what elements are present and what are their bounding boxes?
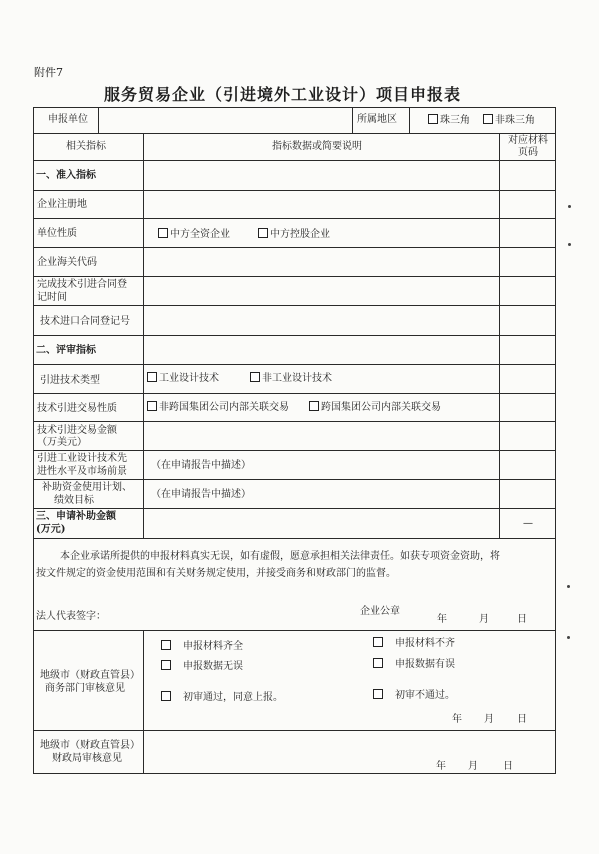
checkbox-icon <box>147 401 157 411</box>
tech-type-label: 引进技术类型 <box>40 375 100 386</box>
scan-speck <box>567 585 570 588</box>
option-data-correct[interactable]: 申报数据无误 <box>161 660 243 673</box>
option-non-related-trade[interactable]: 非跨国集团公司内部关联交易 <box>147 401 289 414</box>
seal-label: 企业公章 <box>360 606 400 617</box>
commit-year: 年 <box>437 614 447 625</box>
contract-reg-label-1: 完成技术引进合同登 <box>37 279 127 290</box>
scan-speck <box>567 636 570 639</box>
section1-heading: 一、准入指标 <box>36 170 96 181</box>
legal-rep-label: 法人代表签字： <box>36 611 106 622</box>
form-title: 服务贸易企业（引进境外工业设计）项目申报表 <box>104 85 462 104</box>
checkbox-icon <box>373 637 383 647</box>
checkbox-icon <box>161 640 171 650</box>
option-related-trade[interactable]: 跨国集团公司内部关联交易 <box>309 401 441 414</box>
commitment-line-1: 本企业承诺所提供的申报材料真实无误，如有虚假，愿意承担相关法律责任。如获专项资金资助，将 <box>60 551 500 562</box>
reg-place-label: 企业注册地 <box>37 199 87 210</box>
trade-amount-label-1: 技术引进交易金额 <box>37 425 117 436</box>
finance-year: 年 <box>436 761 446 772</box>
checkbox-icon <box>258 228 268 238</box>
finance-review-label-2: 财政局审核意见 <box>52 753 122 764</box>
col-header-page-1: 对应材料 <box>508 135 548 146</box>
option-wholly-owned[interactable]: 中方全资企业 <box>158 228 230 241</box>
checkbox-icon <box>250 372 260 382</box>
checkbox-icon <box>373 689 383 699</box>
checkbox-icon <box>158 228 168 238</box>
option-non-industrial-design[interactable]: 非工业设计技术 <box>250 372 332 385</box>
option-fail[interactable]: 初审不通过。 <box>373 689 455 702</box>
commerce-review-label-2: 商务部门审核意见 <box>45 683 125 694</box>
finance-review-label-1: 地级市（财政直管县） <box>40 740 140 751</box>
scan-speck <box>568 243 571 246</box>
level-label-1: 引进工业设计技术先 <box>37 453 127 464</box>
finance-day: 日 <box>503 761 513 772</box>
trade-nature-label: 技术引进交易性质 <box>37 403 117 414</box>
contract-reg-label-2: 记时间 <box>37 292 67 303</box>
option-materials-incomplete[interactable]: 申报材料不齐 <box>373 637 455 650</box>
trade-amount-label-2: （万美元） <box>37 437 87 448</box>
region-option-non-prd[interactable]: 非珠三角 <box>483 114 535 127</box>
checkbox-icon <box>483 114 493 124</box>
scan-speck <box>568 205 571 208</box>
option-data-error[interactable]: 申报数据有误 <box>373 658 455 671</box>
finance-month: 月 <box>468 761 478 772</box>
checkbox-icon <box>161 660 171 670</box>
commit-month: 月 <box>479 614 489 625</box>
section3-heading-2: (万元) <box>36 524 66 535</box>
commerce-day: 日 <box>517 714 527 725</box>
checkbox-icon <box>161 691 171 701</box>
commerce-year: 年 <box>452 714 462 725</box>
customs-code-label: 企业海关代码 <box>37 257 97 268</box>
checkbox-icon <box>373 658 383 668</box>
option-materials-complete[interactable]: 申报材料齐全 <box>161 640 243 653</box>
checkbox-icon <box>428 114 438 124</box>
plan-label-1: 补助资金使用计划、 <box>42 482 132 493</box>
attachment-label: 附件7 <box>34 66 63 79</box>
region-label: 所属地区 <box>357 114 397 125</box>
option-controlled[interactable]: 中方控股企业 <box>258 228 330 241</box>
unit-label: 申报单位 <box>48 114 88 125</box>
checkbox-icon <box>147 372 157 382</box>
plan-note: （在申请报告中描述） <box>151 489 251 500</box>
page-dash: — <box>523 518 533 529</box>
region-option-prd[interactable]: 珠三角 <box>428 114 470 127</box>
level-label-2: 进性水平及市场前景 <box>37 466 127 477</box>
option-industrial-design[interactable]: 工业设计技术 <box>147 372 219 385</box>
checkbox-icon <box>309 401 319 411</box>
section3-heading-1: 三、申请补助金额 <box>36 511 116 522</box>
plan-label-2: 绩效目标 <box>54 495 94 506</box>
col-header-page-2: 页码 <box>518 147 538 158</box>
col-header-indicator: 相关指标 <box>66 141 106 152</box>
option-pass[interactable]: 初审通过，同意上报。 <box>161 691 283 704</box>
commitment-line-2: 按文件规定的资金使用范围和有关财务规定使用，并接受商务和财政部门的监督。 <box>36 568 396 579</box>
commerce-review-label-1: 地级市（财政直管县） <box>40 670 140 681</box>
col-header-data: 指标数据或简要说明 <box>272 141 362 152</box>
section2-heading: 二、评审指标 <box>36 345 96 356</box>
contract-no-label: 技术进口合同登记号 <box>40 316 130 327</box>
commerce-month: 月 <box>484 714 494 725</box>
commit-day: 日 <box>517 614 527 625</box>
level-note: （在申请报告中描述） <box>151 460 251 471</box>
unit-nature-label: 单位性质 <box>37 228 77 239</box>
